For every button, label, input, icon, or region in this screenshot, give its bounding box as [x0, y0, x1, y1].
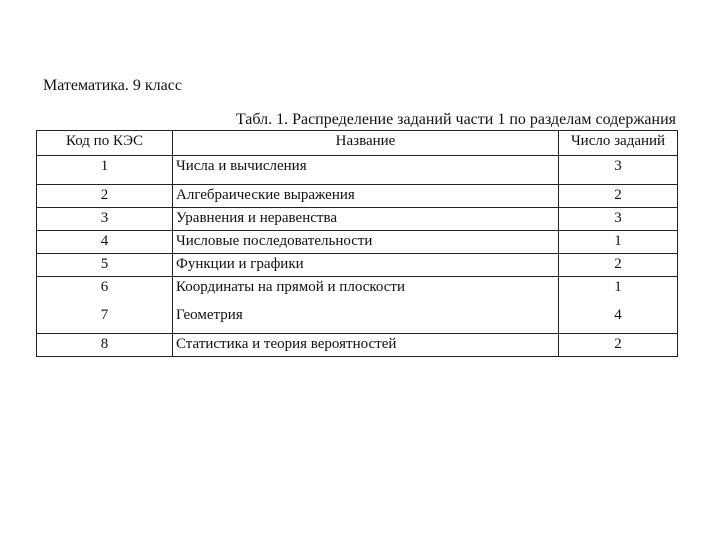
- cell-count: 2: [559, 185, 678, 208]
- column-header-name: Название: [173, 131, 559, 156]
- distribution-table: [36, 130, 678, 357]
- cell-count: 2: [559, 334, 678, 357]
- cell-code: 2: [37, 185, 173, 208]
- cell-name-line-1: Координаты на прямой и плоскости: [176, 279, 405, 295]
- table-row: [37, 277, 678, 334]
- table-row: [37, 185, 678, 208]
- cell-name: Уравнения и неравенства: [173, 208, 559, 231]
- cell-name: [173, 277, 559, 334]
- cell-name: Алгебраические выражения: [173, 185, 559, 208]
- cell-code: 8: [37, 334, 173, 357]
- cell-code: 5: [37, 254, 173, 277]
- cell-code: [37, 277, 173, 334]
- cell-name: Функции и графики: [173, 254, 559, 277]
- cell-count: [559, 277, 678, 334]
- column-header-count: Число заданий: [559, 131, 678, 156]
- cell-name-line-2: Геометрия: [176, 307, 243, 323]
- table-header-row: [37, 131, 678, 156]
- cell-count: 2: [559, 254, 678, 277]
- table-row: [37, 231, 678, 254]
- cell-count-line-2: 4: [614, 307, 622, 323]
- document-subject: Математика. 9 класс: [43, 77, 182, 94]
- table-row: [37, 208, 678, 231]
- cell-code-line-1: 6: [100, 279, 109, 295]
- cell-name: Статистика и теория вероятностей: [173, 334, 559, 357]
- cell-count: 3: [559, 208, 678, 231]
- cell-count-line-1: 1: [614, 279, 622, 295]
- cell-count: 1: [559, 231, 678, 254]
- table-caption: Табл. 1. Распределение заданий части 1 по разделам содержания: [235, 111, 676, 128]
- cell-name: Числовые последовательности: [173, 231, 559, 254]
- table-row: [37, 254, 678, 277]
- column-header-code: Код по КЭС: [37, 131, 173, 156]
- cell-name: Числа и вычисления: [173, 156, 559, 185]
- cell-code: 3: [37, 208, 173, 231]
- cell-code-line-2: 7: [100, 307, 109, 323]
- cell-code: 4: [37, 231, 173, 254]
- cell-code: 1: [37, 156, 173, 185]
- table-row: [37, 156, 678, 185]
- cell-count: 3: [559, 156, 678, 185]
- table-row: [37, 334, 678, 357]
